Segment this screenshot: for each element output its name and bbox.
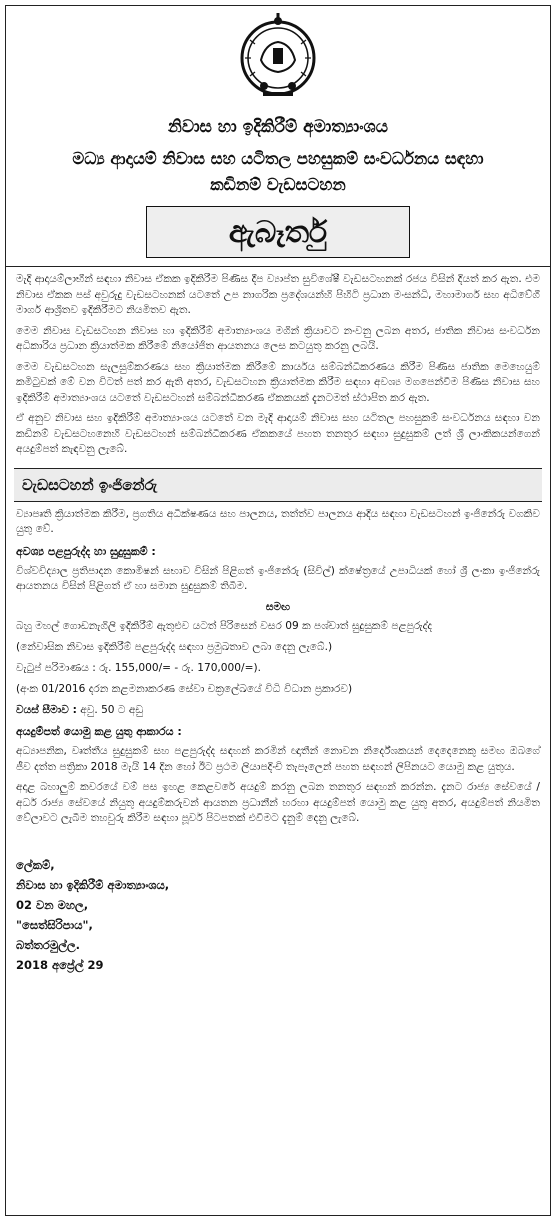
signature-line: ලේකම්, xyxy=(16,857,55,872)
program-title-line2: කඩිනම් වැඩසටහන xyxy=(210,175,346,194)
vacancies-heading: ඇබෑර්තු xyxy=(146,206,410,258)
age-limit xyxy=(16,703,540,718)
signature-line: "සෙත්සිරිපාය", xyxy=(16,917,93,932)
how-to-apply-paragraph-1: අධ්‍යාපනික, වෘත්තීය සුදුසුකම් සහ පළපුරුද්ද සඳහන් කරමින් ඥාතීන් නොවන නිර්දේශකයන් දෙදෙනෙකු සමඟ ඔබගේ ජීව දත්ත පත්‍රිකා 2018 මැයි 14 දින හෝ ඊට ප්‍රථම ලියාපදිංචි තැපෑලෙන් පහත සඳහන් ලිපිනයට යොමු කළ යුතුය. xyxy=(16,745,540,773)
circular-reference: (අංක 01/2016 දරන කළමනාකරණ සේවා චක්‍රලේඛයේ විධි විධාන ප්‍රකාරව) xyxy=(16,683,353,695)
intro-paragraph-1: මැදි ආදායම්ලාභීන් සඳහා නිවාස ඒකක ඉදිකිරීම පිණිස දීප ව්‍යාප්ත සුවිශේෂී වැඩසටහනක් රජය විසින් දියත් කර ඇත. එම නිවාස ඒකක පස් අවුරුදු වැඩසටහනක් යටතේ උප නාගරික ප්‍රදේශයන්හි පිහිටි ප්‍රධාන මංසන්ධි, මහාමාර්ග සහ අධිවේගී මාර්ග ආශ්‍රිතව ඉදිකිරීමට නියමිතව ඇත. xyxy=(16,273,540,316)
with-label: සමඟ xyxy=(265,600,291,613)
signature-block xyxy=(6,855,550,975)
intro-paragraph-3: මෙම වැඩසටහන සැලසුම්කරණය සහ ක්‍රියාත්මක කිරීමේ කාර්යය සම්බන්ධීකරණය කිරීම පිණිස ජාතික මෙහෙයුම් කමිටුවක් මේ වන විටත් පත් කර ඇති අතර, වැඩසටහන ක්‍රියාත්මක කිරීම සඳහා අවශ්‍ය මගපෙන්වීම පිණිස නිවාස සහ ඉදිකිරීම් අමාත්‍යාංශය යටතේ වැඩසටහන් සම්බන්ධීකරණ ඒකකයක් දැනටමත් ස්ථාපිත කර ඇත. xyxy=(16,360,540,404)
program-title-line1: මධ්‍ය ආදායම් නිවාස සහ යටිතල පහසුකම් සංවර්ධනය සඳහා xyxy=(72,149,484,168)
age-limit-value: අවු. 50 ට අඩු xyxy=(80,704,144,716)
preference-note: (නේවාසික නිවාස ඉදිකිරීම් පළපුරුද්ද සඳහා ප්‍රමුඛතාව ලබා දෙනු ලැබේ.) xyxy=(16,641,333,653)
experience-text: බහු මහල් ගොඩනැගිලි ඉදිකිරීම් ඇතුළුව යටත් පිරිසෙන් වසර 09 ක පශ්චාත් සුදුසුකම් පළපුරුද්ද xyxy=(16,619,433,632)
position-title: වැඩසටහන් ඉංජිනේරු xyxy=(14,468,542,502)
position-description: ව්‍යාපෘති ක්‍රියාත්මක කිරීම, ප්‍රගතිය අධීක්ෂණය සහ පාලනය, තත්ත්ව පාලනය ආදිය සඳහා වැඩසටහන් ඉංජිනේරු වගකිව යුතු වේ. xyxy=(16,507,540,535)
advertisement xyxy=(5,5,551,1216)
how-to-apply-paragraph-2: අදාළ බහාලුම් කවරයේ වම් පස ඉහළ කෙළවරේ අයදුම් කරනු ලබන තනතුර සඳහන් කරන්න. දැනට රාජ්‍ය සේවයේ / අර්ධ රාජ්‍ය සේවයේ නියුතු අයදුම්කරුවන් ආයතන ප්‍රධානීන් හරහා අයදුම්පත් යොමු කළ යුතු අතර, අයදුම්පත් නියමිත වේලාවට ලැබීම තහවුරු කිරීම සඳහා පූර්ව පිටපතක් එවීමට දැනුම් දෙනු ලැබේ. xyxy=(16,781,540,824)
signature-line: බත්තරමුල්ල. xyxy=(16,937,81,952)
salary-scale: වැටුප් පරිමාණය : රු. 155,000/= - රු. 170,000/=). xyxy=(16,662,261,674)
age-limit-label: වයස් සීමාව : xyxy=(16,704,77,716)
signature-line: නිවාස හා ඉදිකිරීම් අමාත්‍යාංශය, xyxy=(16,877,170,892)
divider xyxy=(6,266,550,267)
intro-paragraph-4: ඒ අනුව නිවාස සහ ඉදිකිරීම් අමාත්‍යාංශය යටතේ වන මැදි ආදායම් නිවාස සහ යටිතල පහසුකම් සංවර්ධනය සඳහා වන කඩිනම් වැඩසටහනෙහි වැඩසටහන් සම්බන්ධීකරණ ඒකකයේ පහත තනතුර සඳහා සුදුසුකම් ලත් ශ්‍රී ලාංකිකයන්ගෙන් අයදුම්පත් කැඳවනු ලැබේ. xyxy=(16,412,540,455)
requirements-label: අවශ්‍ය පළපුරුද්ද හා සුදුසුකම් : xyxy=(16,544,156,558)
ministry-title: නිවාස හා ඉදිකිරීම් අමාත්‍යාංශය xyxy=(168,117,388,137)
how-to-apply-label: අයදුම්පත් යොමු කළ යුතු ආකාරය : xyxy=(16,725,182,738)
signature-date: 2018 අප්‍රේල් 29 xyxy=(16,957,104,972)
signature-line: 02 වන මහල, xyxy=(16,897,89,912)
intro-paragraph-2: මෙම නිවාස වැඩසටහන නිවාස හා ඉදිකිරීම් අමාත්‍යාංශය මගින් ක්‍රියාවට නංවනු ලබන අතර, ජාතික නිවාස සංවර්ධන අධිකාරිය ප්‍රධාන ක්‍රියාත්මක කිරීමේ නියෝජිත ආයතනය ලෙස කටයුතු කරනු ලබයි. xyxy=(16,324,540,352)
requirements-text: විශ්වවිද්‍යාල ප්‍රතිපාදන කොමිෂන් සභාව විසින් පිළිගත් ඉංජිනේරු (සිවිල්) ක්ෂේත්‍රයේ උපාධියක් හෝ ශ්‍රී ලංකා ඉංජිනේරු ආයතනය විසින් පිළිගත් ඒ හා සමාන සුදුසුකම් තිබීම. xyxy=(16,564,540,592)
sri-lanka-emblem-icon xyxy=(233,10,323,106)
